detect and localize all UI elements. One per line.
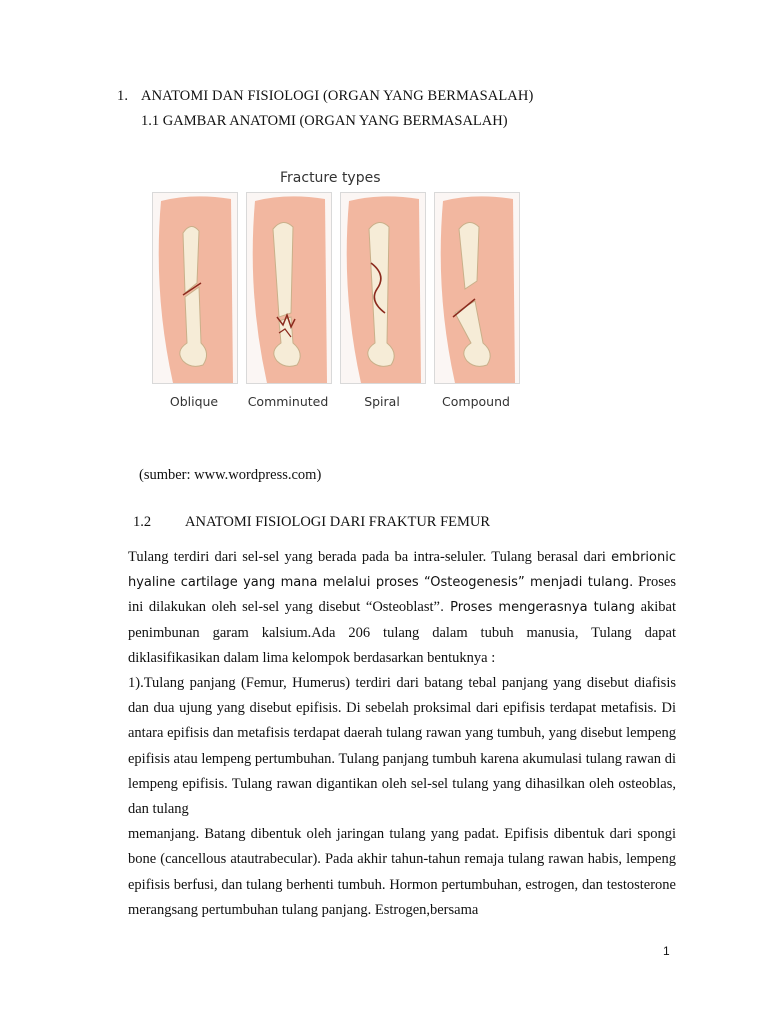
subsection-heading-1-2 (133, 514, 490, 531)
paragraph-1-part-4: . Proses mengerasnya tulang (439, 600, 636, 616)
paragraph-1-part-5: akibat penimbunan garam kalsium.Ada 206 tulang dalam tubuh manusia, Tulang dapat diklasifikasikan dalam lima kelompok berdasarkan bentuknya : (128, 599, 676, 666)
figure-source: (sumber: www.wordpress.com) (139, 467, 322, 483)
spiral-fracture-illustration (340, 192, 426, 384)
figure-title: Fracture types (280, 170, 381, 186)
caption-spiral: Spiral (364, 394, 400, 409)
paragraph-memanjang: memanjang. Batang dibentuk oleh jaringan tulang yang padat. Epifisis dibentuk dari spongi bone (cancellous atautrabecular). Pada akhir tahun-tahun remaja tulang rawan habis, lempeng epifisis berfusi, dan tulang berhenti tumbuh. Hormon pertumbuhan, estrogen, dan testosterone merangsang pertumbuhan tulang panjang. Estrogen,bersama (128, 826, 676, 918)
body-text (128, 545, 676, 923)
section-number-1: 1. (117, 88, 129, 104)
paragraph-tulang-panjang: 1).Tulang panjang (Femur, Humerus) terdiri dari batang tebal panjang yang disebut diafisis dan dua ujung yang disebut epifisis. Di sebelah proksimal dari epifisis terdapat metafisis. Di antara epifisis dan metafisis terdapat daerah tulang rawan yang tumbuh, yang disebut lempeng epifisis atau lempeng pertumbuhan. Tulang panjang tumbuh karena akumulasi tulang rawan di lempeng epifisis. Tulang rawan digantikan oleh sel-sel tulang yang dihasilkan oleh osteoblas, dan tulang (128, 675, 676, 818)
caption-oblique: Oblique (169, 394, 219, 409)
fracture-types-figure (152, 162, 522, 450)
page-number: 1 (663, 944, 670, 958)
comminuted-fracture-illustration (246, 192, 332, 384)
section-heading-1 (117, 88, 533, 105)
subsection-title-1-2: ANATOMI FISIOLOGI DARI FRAKTUR FEMUR (185, 514, 491, 530)
section-title-1: ANATOMI DAN FISIOLOGI (ORGAN YANG BERMASALAH) (141, 88, 534, 104)
caption-compound: Compound (442, 394, 510, 409)
caption-comminuted: Comminuted (247, 394, 329, 409)
paragraph-1-part-2: embrionic hyaline cartilage yang mana melalui proses “Osteogenesis” menjadi tulang. (128, 550, 676, 591)
paragraph-tulang-intro (128, 545, 676, 671)
subsection-number-1-2: 1.2 (133, 514, 152, 530)
paragraph-1-part-1: Tulang terdiri dari sel-sel yang berada pada ba intra-seluler. Tulang berasal dari (128, 549, 612, 565)
subsection-heading-1-1: 1.1 GAMBAR ANATOMI (ORGAN YANG BERMASALAH) (141, 113, 508, 129)
oblique-fracture-illustration (152, 192, 238, 384)
compound-fracture-illustration (434, 192, 520, 384)
paragraph-1-part-3: Proses ini dilakukan oleh sel-sel yang disebut “Osteoblast” (128, 574, 676, 616)
